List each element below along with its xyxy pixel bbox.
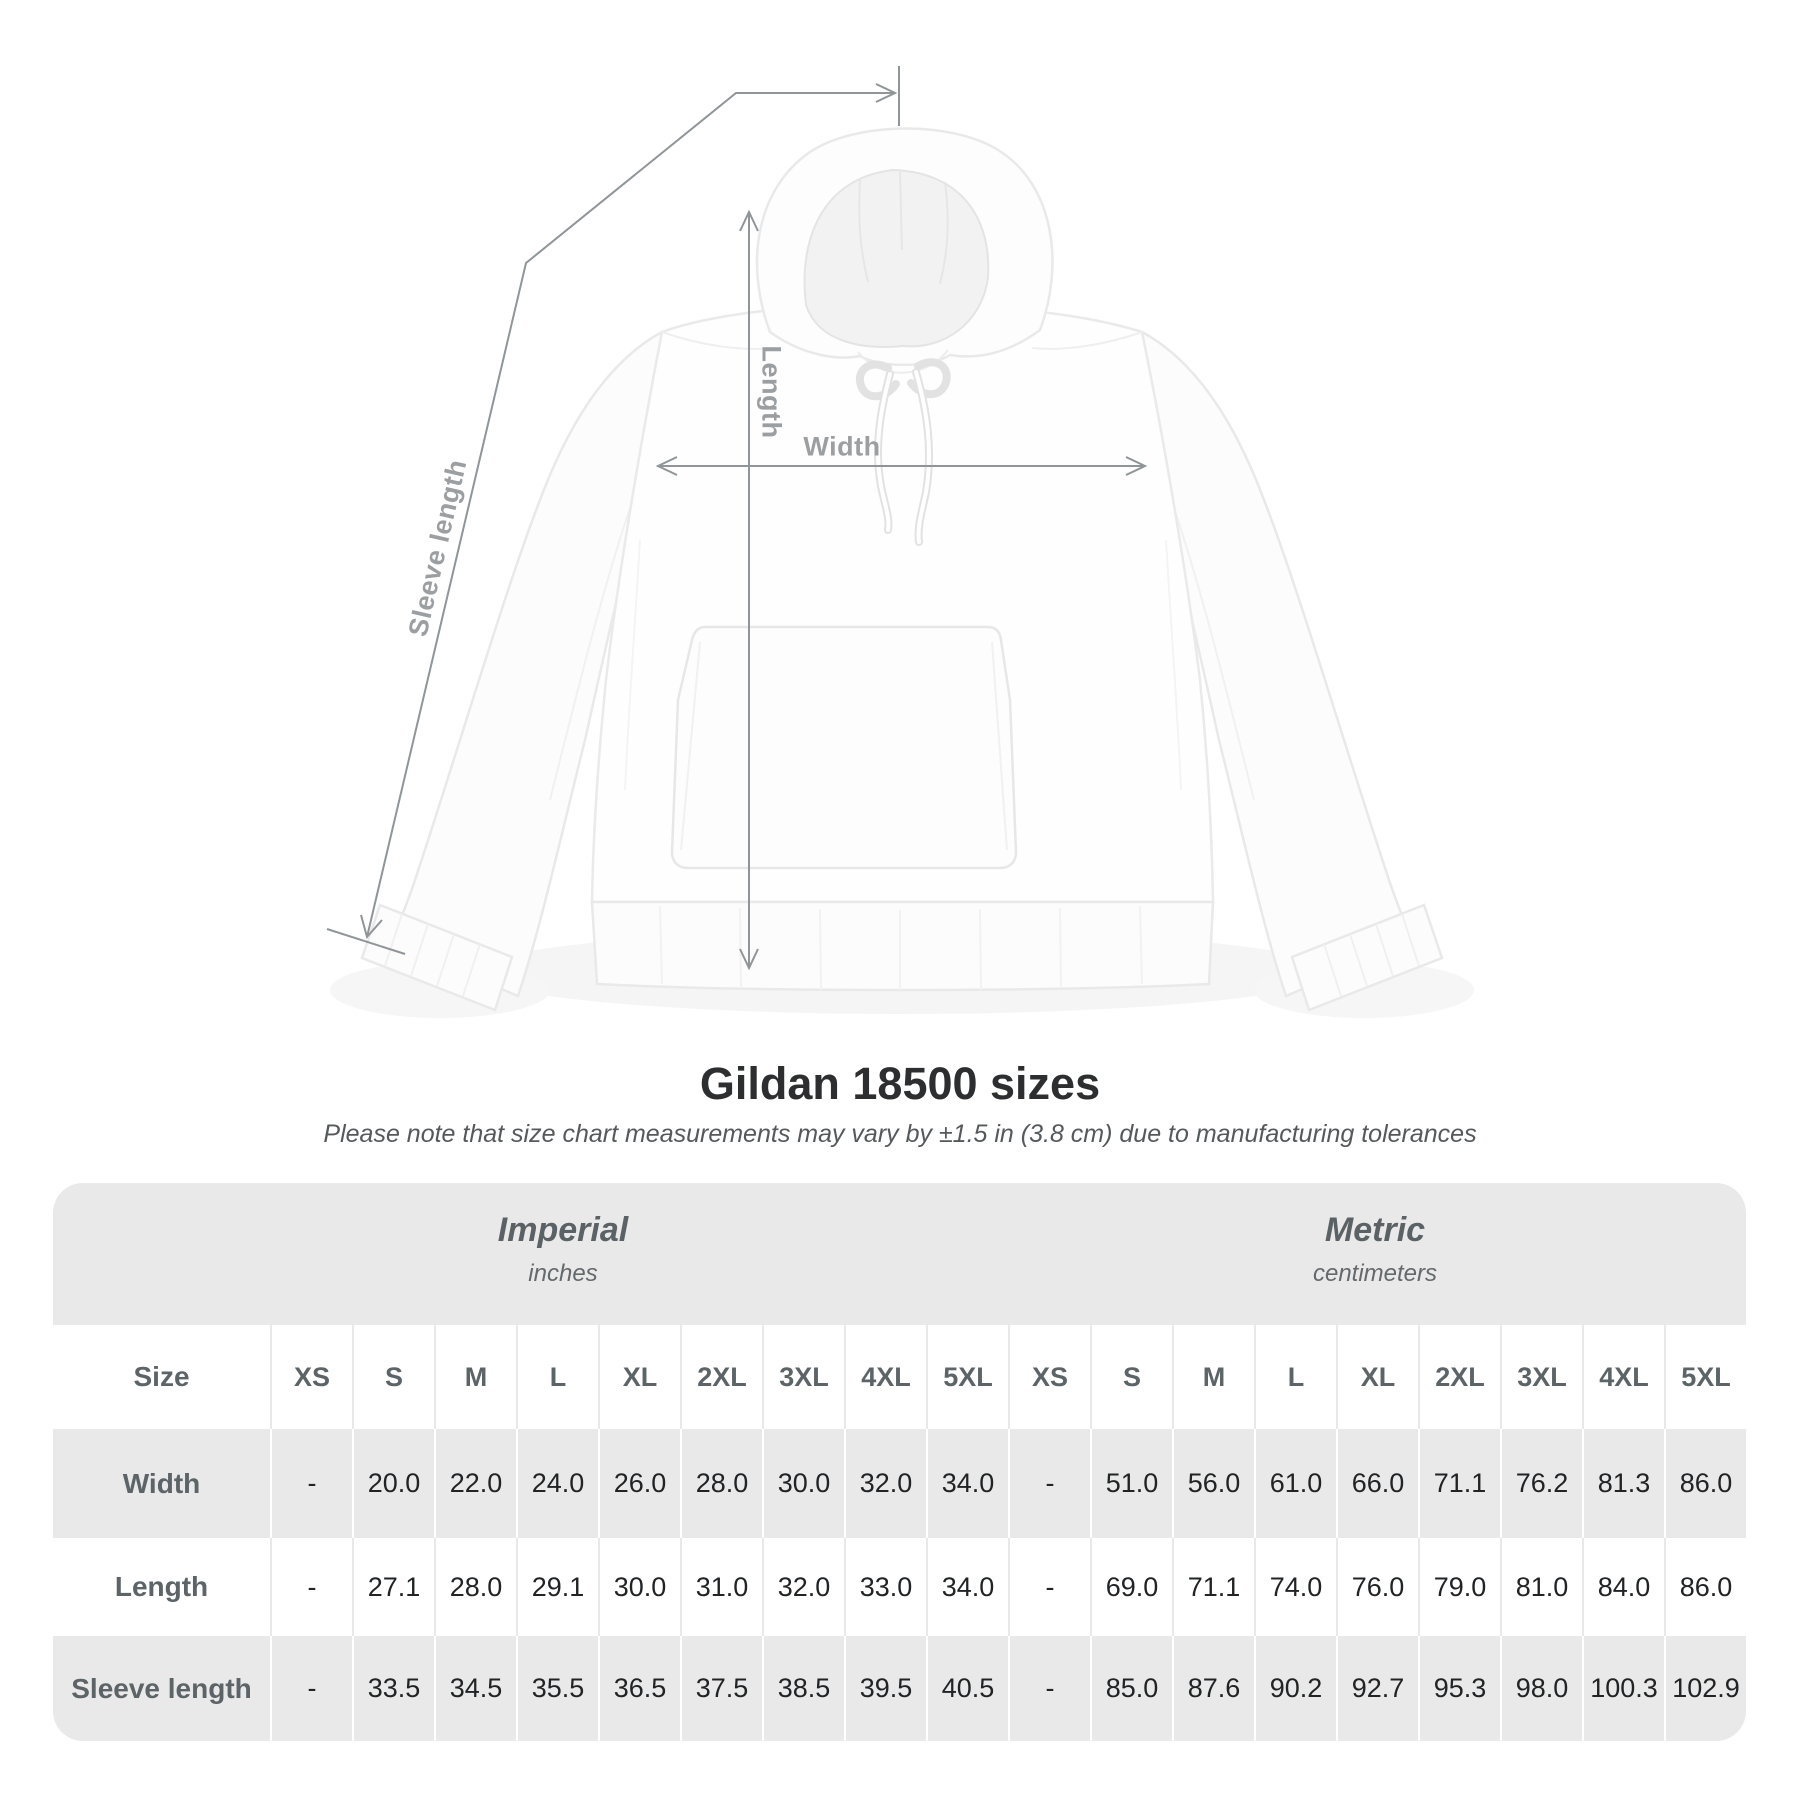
row-label: Width (122, 1467, 201, 1499)
value-cell: 39.5 (844, 1636, 926, 1741)
value-cell: 79.0 (1418, 1538, 1500, 1636)
value-cell: 92.7 (1336, 1636, 1418, 1741)
page-subtitle: Please note that size chart measurements may vary by ±1.5 in (3.8 cm) due to manufacturing tolerances (323, 1120, 1477, 1148)
value-cell: 86.0 (1664, 1538, 1746, 1636)
value-cell: 71.1 (1172, 1538, 1254, 1636)
size-header: 4XL (1582, 1325, 1664, 1429)
value-cell: 27.1 (352, 1538, 434, 1636)
size-header: L (516, 1325, 598, 1429)
size-table (53, 1183, 1746, 1741)
value-cell: 37.5 (680, 1636, 762, 1741)
value-cell: 86.0 (1664, 1429, 1746, 1538)
value-cell: 28.0 (434, 1538, 516, 1636)
value-cell: 24.0 (516, 1429, 598, 1538)
length-measure-label: Length (756, 345, 787, 439)
metric-unit: centimeters (1312, 1260, 1438, 1287)
size-header: M (1172, 1325, 1254, 1429)
value-cell: 31.0 (680, 1538, 762, 1636)
value-cell: 32.0 (844, 1429, 926, 1538)
size-header: 2XL (680, 1325, 762, 1429)
hoodie-hem-band (592, 902, 1213, 990)
value-cell: 81.0 (1500, 1538, 1582, 1636)
value-cell: 28.0 (680, 1429, 762, 1538)
imperial-title: Imperial (497, 1211, 629, 1249)
size-header: L (1254, 1325, 1336, 1429)
value-cell: 34.5 (434, 1636, 516, 1741)
size-header: 4XL (844, 1325, 926, 1429)
value-cell: 74.0 (1254, 1538, 1336, 1636)
size-header: XS (270, 1325, 352, 1429)
value-cell: 29.1 (516, 1538, 598, 1636)
value-cell: 98.0 (1500, 1636, 1582, 1741)
value-cell: 81.3 (1582, 1429, 1664, 1538)
size-header: 2XL (1418, 1325, 1500, 1429)
row-label: Length (114, 1571, 209, 1602)
value-cell: - (270, 1538, 352, 1636)
value-cell: 40.5 (926, 1636, 1008, 1741)
table-row-length (53, 1538, 1746, 1636)
value-cell: 66.0 (1336, 1429, 1418, 1538)
size-header: 3XL (1500, 1325, 1582, 1429)
value-cell: 90.2 (1254, 1636, 1336, 1741)
imperial-header (498, 1183, 628, 1325)
value-cell: 56.0 (1172, 1429, 1254, 1538)
size-header: XL (598, 1325, 680, 1429)
value-cell: - (270, 1429, 352, 1538)
value-cell: 33.0 (844, 1538, 926, 1636)
value-cell: 33.5 (352, 1636, 434, 1741)
value-cell: 32.0 (762, 1538, 844, 1636)
width-measure-label: Width (803, 431, 881, 462)
value-cell: 87.6 (1172, 1636, 1254, 1741)
value-cell: 30.0 (598, 1538, 680, 1636)
value-cell: 20.0 (352, 1429, 434, 1538)
value-cell: 71.1 (1418, 1429, 1500, 1538)
value-cell: 38.5 (762, 1636, 844, 1741)
size-header: XS (1008, 1325, 1090, 1429)
value-cell: 76.0 (1336, 1538, 1418, 1636)
metric-header (1313, 1183, 1437, 1325)
size-header: 5XL (926, 1325, 1008, 1429)
page-title: Gildan 18500 sizes (699, 1058, 1101, 1109)
value-cell: 51.0 (1090, 1429, 1172, 1538)
value-cell: - (1008, 1429, 1090, 1538)
value-cell: - (1008, 1538, 1090, 1636)
size-header: M (434, 1325, 516, 1429)
table-row-sleeve-length (53, 1636, 1746, 1741)
size-header-row (53, 1325, 1746, 1429)
size-header: S (352, 1325, 434, 1429)
row-label: Sleeve length (71, 1672, 252, 1704)
value-cell: 36.5 (598, 1636, 680, 1741)
size-header: XL (1336, 1325, 1418, 1429)
size-header: S (1090, 1325, 1172, 1429)
imperial-unit: inches (528, 1260, 598, 1287)
value-cell: 30.0 (762, 1429, 844, 1538)
value-cell: 35.5 (516, 1636, 598, 1741)
value-cell: - (1008, 1636, 1090, 1741)
value-cell: 95.3 (1418, 1636, 1500, 1741)
value-cell: 34.0 (926, 1538, 1008, 1636)
value-cell: 61.0 (1254, 1429, 1336, 1538)
value-cell: 69.0 (1090, 1538, 1172, 1636)
value-cell: 100.3 (1582, 1636, 1664, 1741)
sleeve-length-measure-label: Sleeve length (402, 456, 473, 640)
value-cell: 102.9 (1664, 1636, 1746, 1741)
value-cell: 85.0 (1090, 1636, 1172, 1741)
size-header: 3XL (762, 1325, 844, 1429)
hoodie-pocket (672, 627, 1016, 868)
value-cell: 26.0 (598, 1429, 680, 1538)
value-cell: 76.2 (1500, 1429, 1582, 1538)
value-cell: - (270, 1636, 352, 1741)
value-cell: 34.0 (926, 1429, 1008, 1538)
value-cell: 22.0 (434, 1429, 516, 1538)
table-row-width (53, 1429, 1746, 1538)
metric-title: Metric (1324, 1211, 1426, 1249)
table-unit-header (53, 1183, 1746, 1325)
size-column-header: Size (133, 1361, 190, 1392)
value-cell: 84.0 (1582, 1538, 1664, 1636)
size-header: 5XL (1664, 1325, 1746, 1429)
